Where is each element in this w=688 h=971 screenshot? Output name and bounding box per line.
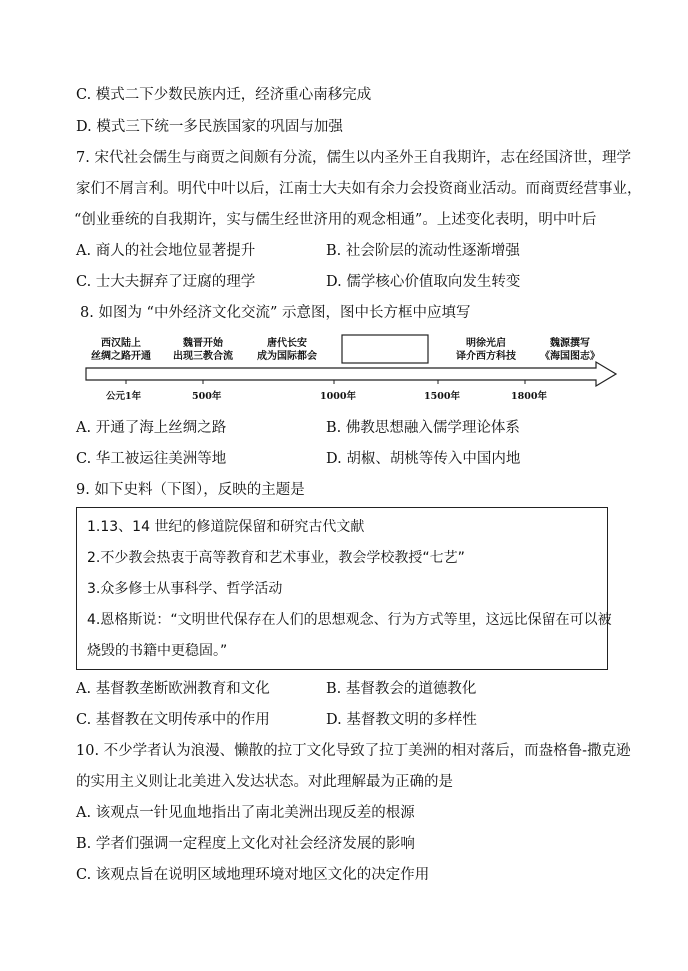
q9-option-d: D. 基督教文明的多样性 xyxy=(326,712,477,728)
question-8-text: 8. 如图为 “中外经济文化交流” 示意图，图中长方框中应填写 xyxy=(80,305,471,321)
exchange-timeline xyxy=(84,332,624,407)
q10-option-b: B. 学者们强调一定程度上文化对社会经济发展的影响 xyxy=(76,836,415,852)
tick-label: 500年 xyxy=(192,391,222,402)
option-line: C. 模式二下少数民族内迁，经济重心南移完成 xyxy=(76,87,372,103)
q7-option-c: C. 士大夫摒弃了迂腐的理学 xyxy=(76,274,256,290)
timeline-event: 明徐光启 译介西方科技 xyxy=(456,338,516,362)
q8-option-c: C. 华工被运往美洲等地 xyxy=(76,451,227,467)
q9-option-a: A. 基督教垄断欧洲教育和文化 xyxy=(76,681,270,697)
question-9-text: 9. 如下史料（下图），反映的主题是 xyxy=(76,482,305,498)
q10-option-a: A. 该观点一针见血地指出了南北美洲出现反差的根源 xyxy=(76,805,415,821)
timeline-event: 魏晋开始 出现三教合流 xyxy=(173,338,233,362)
question-7-text: 家们不屑言利。明代中叶以后，江南士大夫如有余力会投资商业活动。而商贾经营事业， xyxy=(76,181,642,197)
tick-label: 公元1年 xyxy=(106,391,142,402)
source-line: 烧毁的书籍中更稳固。” xyxy=(87,643,228,659)
question-7-text: “创业垂统的自我期许，实与儒生经世济用的观念相通”。上述变化表明，明中叶后 xyxy=(74,212,597,228)
question-10-text: 10. 不少学者认为浪漫、懒散的拉丁文化导致了拉丁美洲的相对落后，而盎格鲁-撒克逊 xyxy=(76,743,631,759)
timeline-event: 西汉陆上 丝绸之路开通 xyxy=(91,338,151,362)
q7-option-a: A. 商人的社会地位显著提升 xyxy=(76,243,256,259)
source-material-box xyxy=(76,507,612,670)
source-line: 2.不少教会热衷于高等教育和艺术事业，教会学校教授“七艺” xyxy=(87,550,465,566)
tick-label: 1500年 xyxy=(424,391,460,402)
q10-option-c: C. 该观点旨在说明区域地理环境对地区文化的决定作用 xyxy=(76,867,430,883)
tick-label: 1800年 xyxy=(511,391,547,402)
question-10-text: 的实用主义则让北美进入发达状态。对此理解最为正确的是 xyxy=(76,774,453,790)
q7-option-d: D. 儒学核心价值取向发生转变 xyxy=(326,274,521,290)
question-7-text: 7. 宋代社会儒生与商贾之间颇有分流，儒生以内圣外王自我期许，志在经国济世，理学 xyxy=(76,150,631,166)
q8-option-b: B. 佛教思想融入儒学理论体系 xyxy=(326,420,520,436)
q9-option-c: C. 基督教在文明传承中的作用 xyxy=(76,712,270,728)
timeline-event: 魏源撰写 《海国图志》 xyxy=(540,338,600,362)
q8-option-d: D. 胡椒、胡桃等传入中国内地 xyxy=(326,451,521,467)
q9-option-b: B. 基督教会的道德教化 xyxy=(326,681,477,697)
q8-option-a: A. 开通了海上丝绸之路 xyxy=(76,420,227,436)
timeline-event: 唐代长安 成为国际都会 xyxy=(257,338,317,362)
source-line: 1.13、14 世纪的修道院保留和研究古代文献 xyxy=(87,519,365,535)
source-line: 3.众多修士从事科学、哲学活动 xyxy=(87,581,283,597)
blank-box xyxy=(342,335,428,363)
q7-option-b: B. 社会阶层的流动性逐渐增强 xyxy=(326,243,520,259)
option-line: D. 模式三下统一多民族国家的巩固与加强 xyxy=(76,119,343,135)
source-line: 4.恩格斯说：“文明世代保存在人们的思想观念、行为方式等里，这远比保留在可以被 xyxy=(87,612,612,628)
tick-label: 1000年 xyxy=(320,391,356,402)
